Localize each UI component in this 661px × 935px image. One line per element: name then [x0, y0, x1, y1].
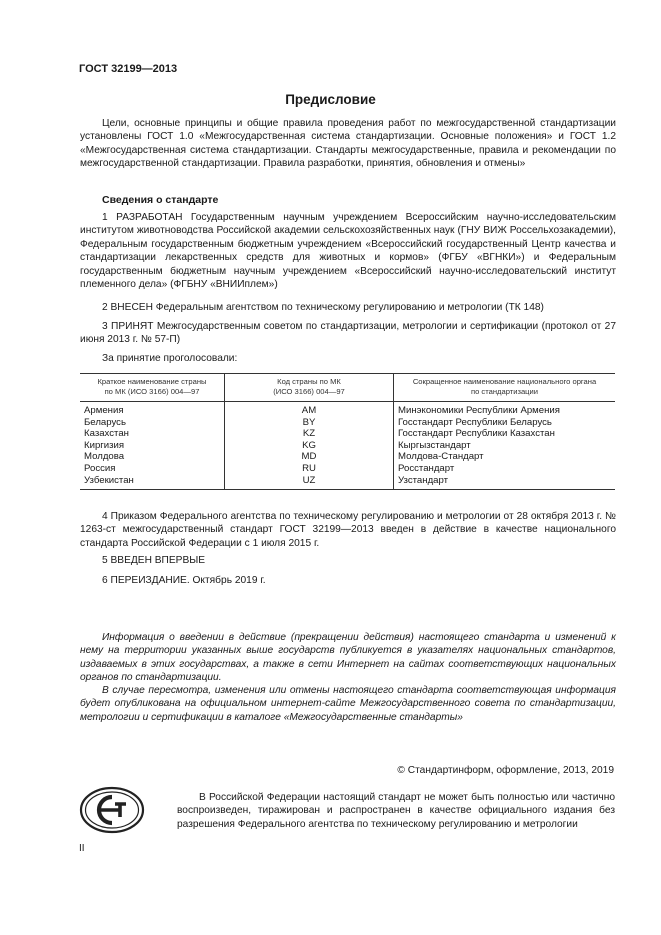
body-cell: Госстандарт Республики Беларусь: [394, 417, 616, 429]
country-cell: Армения: [84, 405, 124, 416]
header-line: Сокращенное наименование национального органа: [412, 377, 597, 386]
code-cell: KG: [225, 440, 394, 452]
header-line: (ИСО 3166) 004—97: [273, 387, 345, 396]
table-row: [80, 417, 615, 429]
country-cell: Россия: [84, 462, 116, 474]
country-cell: Молдова: [84, 451, 125, 463]
table-row: [80, 451, 615, 463]
page-number: II: [79, 843, 85, 854]
item-enacted-by: 4 Приказом Федерального агентства по техническому регулированию и метрологии от 28 октября 2013 г. № 1263-ст межгосударственный стандарт ГОСТ 32199—2013 введен в действие в качестве национального стандарта Российской Федерации с 1 июля 2015 г.: [80, 511, 616, 549]
item-adopted-by: 3 ПРИНЯТ Межгосударственным советом по стандартизации, метрологии и сертификации (протокол от 27 июня 2013 г. № 57-П): [80, 321, 616, 346]
body-cell: Кыргызстандарт: [394, 440, 616, 452]
item-reissue: 6 ПЕРЕИЗДАНИЕ. Октябрь 2019 г.: [102, 575, 266, 586]
table-row: [80, 428, 615, 440]
header-line: Код страны по МК: [277, 377, 341, 386]
header-line: по МК (ИСО 3166) 004—97: [104, 387, 200, 396]
copyright-line: © Стандартинформ, оформление, 2013, 2019: [397, 765, 614, 776]
body-cell: Госстандарт Республики Казахстан: [394, 428, 616, 440]
column-header-country: [80, 374, 225, 402]
info-paragraph: Информация о введении в действие (прекращении действия) настоящего стандарта и изменений к нему на территории указанных выше государств публикуется в указателях национальных стандартов, издаваемых в этих государствах, а также в сети Интернет на сайтах соответствующих национальных органов по стандартизации.: [80, 632, 616, 684]
item-introduced-first: 5 ВВЕДЕН ВПЕРВЫЕ: [102, 555, 206, 566]
code-cell: UZ: [225, 475, 394, 490]
document-code: ГОСТ 32199—2013: [79, 63, 178, 75]
code-cell: AM: [225, 402, 394, 417]
item-submitted-by: 2 ВНЕСЕН Федеральным агентством по техническому регулированию и метрологии (ТК 148): [102, 302, 544, 313]
table-row: [80, 475, 615, 490]
rst-certification-mark-icon: [79, 785, 145, 835]
body-cell: Молдова-Стандарт: [394, 451, 616, 463]
code-cell: BY: [225, 417, 394, 429]
country-cell: Киргизия: [84, 439, 125, 451]
foreword-title: Предисловие: [285, 92, 376, 107]
body-cell: Минэкономики Республики Армения: [394, 402, 616, 417]
country-cell: Узбекистан: [80, 475, 225, 490]
item-developed-by: 1 РАЗРАБОТАН Государственным научным учреждением Всероссийским научно-исследовательским институтом животноводства Российской академии сельскохозяйственных наук (ГНУ ВИЖ Россельхозакадемии), Федеральным государственным бюджетным учреждением «Всероссийский государственный Центр качества и стандартизации лекарственных средств для животных и кормов» (ФГБУ «ВГНКИ») и Федеральным государственным бюджетным научным учреждением «Всероссийский научно-исследовательский институт племенного дела» (ФГБНУ «ВНИИплем»): [80, 212, 616, 291]
country-cell: Казахстан: [84, 428, 129, 440]
voted-label: За принятие проголосовали:: [102, 353, 238, 364]
info-paragraph-revision: В случае пересмотра, изменения или отмены настоящего стандарта соответствующая информация будет опубликована на официальном интернет-сайте Межгосударственного совета по стандартизации, метрологии и сертификации в каталоге «Межгосударственные стандарты»: [80, 685, 616, 723]
header-line: Краткое наименование страны: [97, 377, 207, 386]
column-header-body: [394, 374, 616, 402]
code-cell: RU: [225, 463, 394, 475]
code-cell: KZ: [225, 428, 394, 440]
header-line: по стандартизации: [470, 387, 539, 396]
table-row: [80, 440, 615, 452]
table-row: [80, 463, 615, 475]
voting-table: [80, 373, 615, 490]
code-cell: MD: [225, 451, 394, 463]
reproduction-notice: В Российской Федерации настоящий стандарт не может быть полностью или частично воспроизведен, тиражирован и распространен в качестве официального издания без разрешения Федерального агентства по техническому регулированию и метрологии: [177, 792, 615, 830]
foreword-preamble: Цели, основные принципы и общие правила проведения работ по межгосударственной стандартизации установлены ГОСТ 1.0 «Межгосударственная система стандартизации. Основные положения» и ГОСТ 1.2 «Межгосударственная система стандартизации. Стандарты межгосударственные, правила и рекомендации по межгосударственной стандартизации. Правила разработки, принятия, обновления и отмены»: [80, 118, 616, 170]
table-row: [80, 402, 615, 417]
country-cell: Беларусь: [84, 416, 126, 428]
body-cell: Узстандарт: [394, 475, 616, 490]
section-heading: Сведения о стандарте: [102, 194, 219, 206]
table-header-row: [80, 374, 615, 402]
body-cell: Росстандарт: [394, 463, 616, 475]
column-header-code: [225, 374, 394, 402]
